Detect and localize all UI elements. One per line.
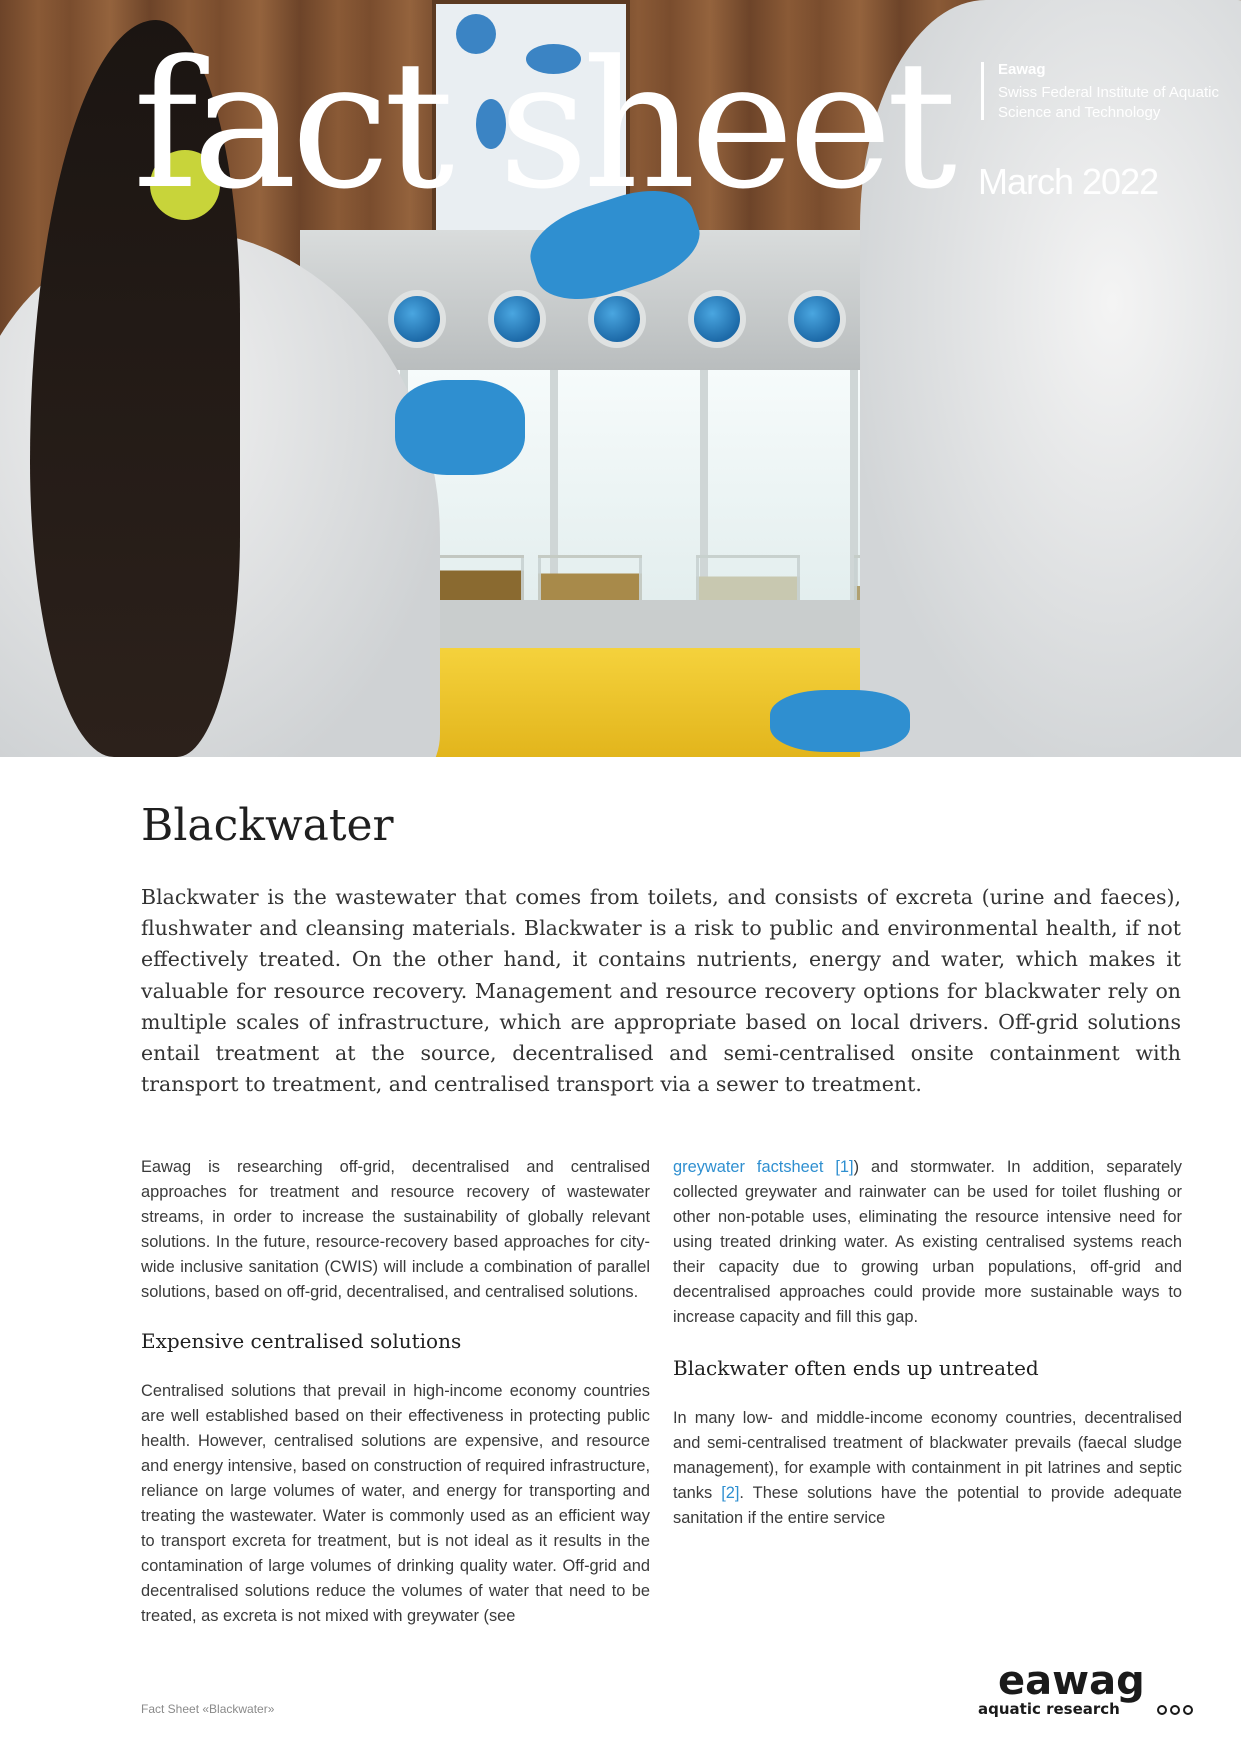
paragraph-text: In many low- and middle-income economy countries, decentralised and semi-centralised treatment of blackwater prevails (faecal sludge management), for example with containment in pit latrines and septic tanks: [673, 1409, 1182, 1502]
section-paragraph: Centralised solutions that prevail in high-income economy countries are well established based on their effectiveness in protecting public health. However, centralised solutions are expensive, and resource and energy intensive, based on construction of required infrastructure, reliance on large volumes of water, and energy for transporting and treating the wastewater. Water is commonly used as an efficient way to transport excreta for treatment, but is not ideal as it results in the contamination of large volumes of drinking quality water. Off-grid and decentralised solutions reduce the volumes of water that need to be treated, as excreta is not mixed with greywater (see: [141, 1382, 650, 1625]
institute-name: Eawag: [998, 61, 1046, 78]
logo-tagline: aquatic research: [978, 1700, 1120, 1718]
right-column: [673, 1155, 1182, 1531]
stirrer-knob: [588, 290, 646, 348]
page-title: Blackwater: [141, 800, 394, 851]
paragraph-text: . These solutions have the potential to provide adequate sanitation if the entire service: [673, 1484, 1182, 1527]
section-heading: Expensive centralised solutions: [141, 1329, 462, 1353]
left-column: [141, 1155, 650, 1629]
section-paragraph-continued: [673, 1155, 1182, 1330]
lead-paragraph: Blackwater is the wastewater that comes from toilets, and consists of excreta (urine and faeces), flushwater and cleansing materials. Blackwater is a risk to public and environmental health, if not effectively treated. On the other hand, it contains nutrients, energy and water, which makes it valuable for resource recovery. Management and resource recovery options for blackwater rely on multiple scales of infrastructure, which are appropriate based on local drivers. Off-grid solutions entail treatment at the source, decentralised and semi-centralised onsite containment with transport to treatment, and centralised transport via a sewer to treatment.: [141, 885, 1181, 1097]
eawag-logo: [978, 1660, 1203, 1720]
stirrer-knob: [688, 290, 746, 348]
blue-glove: [395, 380, 525, 475]
brand-divider: [981, 62, 984, 120]
issue-date: March 2022: [978, 161, 1159, 202]
reference-link[interactable]: [2]: [721, 1484, 740, 1502]
intro-paragraph: Eawag is researching off-grid, decentralised and centralised approaches for treatment and resource recovery of wastewater streams, in order to increase the sustainability of globally relevant solutions. In the future, resource-recovery based approaches for city-wide inclusive sanitation (CWIS) will include a combination of parallel solutions, based on off-grid, decentralised, and centralised solutions.: [141, 1158, 650, 1301]
masthead-title: fact sheet: [133, 23, 952, 228]
footer-label: Fact Sheet «Blackwater»: [141, 1702, 275, 1716]
stirrer-knob: [788, 290, 846, 348]
paragraph-text: ) and stormwater. In addition, separately collected greywater and rainwater can be used for toilet flushing or other non-potable uses, eliminating the resource intensive need for using treated drinking water. As existing centralised systems reach their capacity due to growing urban populations, off-grid and decentralised approaches could provide more sustainable ways to increase capacity and fill this gap.: [673, 1158, 1183, 1326]
blue-glove: [770, 690, 910, 752]
logo-wordmark: eawag: [998, 1660, 1145, 1704]
section-paragraph: [673, 1406, 1182, 1531]
stirrer-knob: [488, 290, 546, 348]
stirrer-knob: [388, 290, 446, 348]
section-heading: Blackwater often ends up untreated: [673, 1356, 1039, 1380]
institute-full-name: Swiss Federal Institute of Aquatic Science and Technology: [998, 84, 1219, 121]
greywater-link[interactable]: greywater factsheet [1]: [673, 1158, 854, 1176]
